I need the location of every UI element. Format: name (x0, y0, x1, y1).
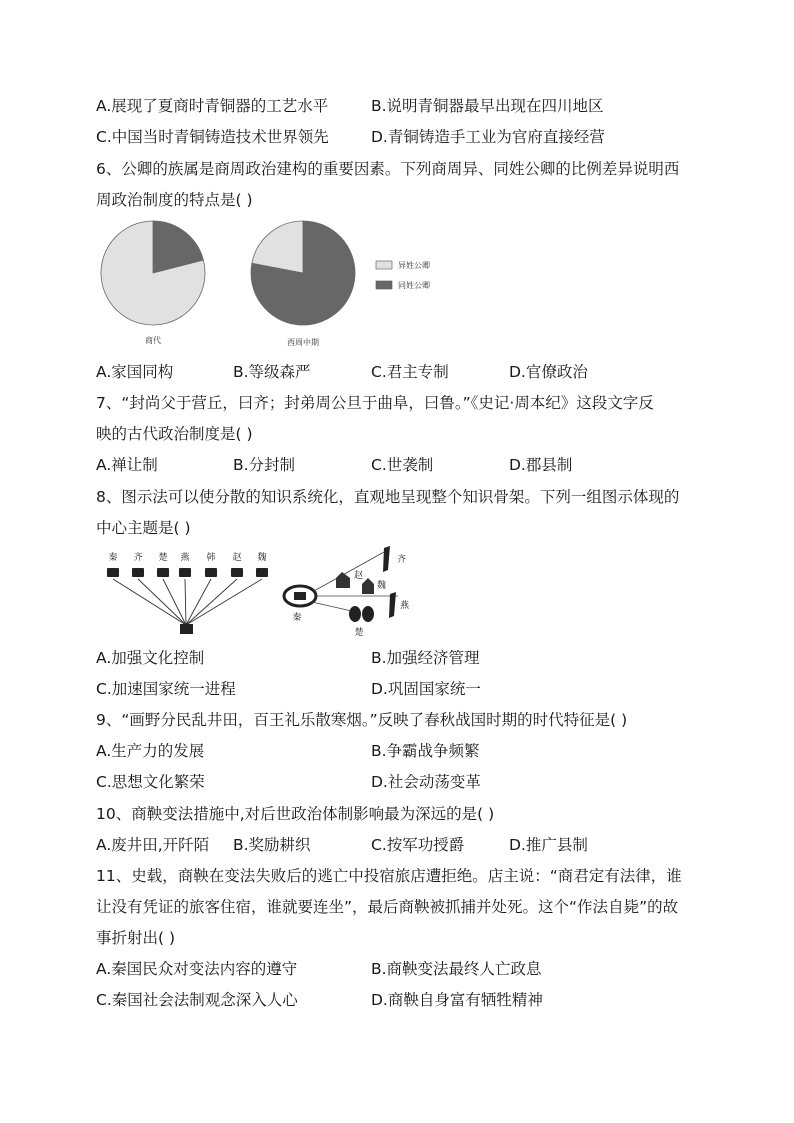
q6-pie-figure (96, 218, 456, 350)
state-name-wei: 魏 (257, 553, 267, 563)
q6-stem-line2: 周政治制度的特点是( ) (96, 191, 253, 209)
q10-option-d: D.推广县制 (509, 836, 588, 854)
q11-option-d: D.商鞅自身富有牺牲精神 (371, 991, 543, 1009)
q6-option-b: B.等级森严 (233, 363, 311, 381)
q8-stem-line2: 中心主题是( ) (96, 519, 191, 537)
q11-option-b: B.商鞅变法最终人亡政息 (371, 960, 542, 978)
q7-option-c: C.世袭制 (371, 456, 434, 474)
q11-stem-line1: 11、史载，商鞅在变法失败后的逃亡中投宿旅店遭拒绝。店主说：“商君定有法律，谁 (96, 867, 682, 885)
q8-diagram (100, 544, 420, 640)
q10-option-c: C.按军功授爵 (371, 836, 465, 854)
q11-option-a: A.秦国民众对变法内容的遵守 (96, 960, 298, 978)
pie-chart-shang (101, 221, 205, 325)
q7-option-d: D.郡县制 (509, 456, 573, 474)
seal-glyph-icon (157, 568, 169, 577)
seal-glyph-icon (132, 568, 144, 577)
state-name-chu: 楚 (158, 553, 168, 563)
q8-stem-line1: 8、图示法可以使分散的知识系统化，直观地呈现整个知识骨架。下列一组图示体现的 (96, 488, 680, 506)
q9-option-d: D.社会动荡变革 (371, 773, 481, 791)
state-name-zhao: 赵 (232, 553, 242, 563)
q11-stem-line3: 事折射出( ) (96, 929, 176, 947)
q8-option-d: D.巩固国家统一 (371, 680, 481, 698)
chu-ant-nose-coin-icon (349, 606, 361, 622)
q5-option-a: A.展现了夏商时青铜器的工艺水平 (96, 97, 329, 115)
pie-title-shang: 商代 (145, 336, 161, 345)
pie-chart-western-zhou (251, 221, 355, 325)
q8-option-c: C.加速国家统一进程 (96, 680, 236, 698)
unified-seal-glyph-icon (180, 624, 193, 634)
state-name-qin: 秦 (108, 553, 118, 563)
qi-knife-coin-icon (383, 546, 390, 572)
q7-stem-line1: 7、“封尚父于营丘，曰齐；封弟周公旦于曲阜，曰鲁。”《史记·周本纪》这段文字反 (96, 394, 654, 412)
legend-label-other-surname: 异姓公卿 (398, 261, 430, 270)
q8-left-diagram (107, 551, 268, 634)
q6-option-a: A.家国同构 (96, 363, 174, 381)
q5-option-d: D.青铜铸造手工业为官府直接经营 (371, 128, 605, 146)
seal-script-icons (107, 568, 268, 577)
q11-option-c: C.秦国社会法制观念深入人心 (96, 991, 298, 1009)
wei-spade-coin-icon (362, 578, 374, 594)
seal-glyph-icon (231, 568, 243, 577)
q6-option-c: C.君主专制 (371, 363, 449, 381)
q10-option-a: A.废井田,开阡陌 (96, 836, 210, 854)
yan-knife-coin-icon (389, 592, 396, 618)
q7-option-a: A.禅让制 (96, 456, 158, 474)
seal-glyph-icon (256, 568, 268, 577)
chu-ant-nose-coin-icon (362, 606, 374, 622)
label-wei: 魏 (377, 581, 387, 591)
q5-option-b: B.说明青铜器最早出现在四川地区 (371, 97, 604, 115)
q8-option-a: A.加强文化控制 (96, 649, 205, 667)
q6-option-d: D.官僚政治 (509, 363, 588, 381)
q7-stem-line2: 映的古代政治制度是( ) (96, 425, 253, 443)
legend-swatch-same-surname (376, 281, 392, 289)
pie-title-western-zhou: 西周中期 (287, 338, 319, 347)
q10-stem-line1: 10、商鞅变法措施中,对后世政治体制影响最为深远的是( ) (96, 805, 495, 823)
label-chu: 楚 (354, 628, 364, 638)
q9-option-c: C.思想文化繁荣 (96, 773, 205, 791)
q8-right-diagram (284, 546, 410, 638)
qin-coin-hole-icon (294, 592, 306, 600)
state-name-yan: 燕 (180, 553, 190, 563)
seal-glyph-icon (205, 568, 217, 577)
q9-option-b: B.争霸战争频繁 (371, 742, 480, 760)
q7-option-b: B.分封制 (233, 456, 296, 474)
q8-option-b: B.加强经济管理 (371, 649, 480, 667)
converging-lines (113, 579, 262, 625)
legend-label-same-surname: 同姓公卿 (398, 281, 430, 290)
q9-option-a: A.生产力的发展 (96, 742, 205, 760)
zhao-spade-coin-icon (336, 572, 350, 588)
label-qi: 齐 (397, 555, 407, 565)
label-qin: 秦 (292, 613, 302, 623)
seal-glyph-icon (107, 568, 119, 577)
legend-swatch-other-surname (376, 261, 392, 269)
q5-option-c: C.中国当时青铜铸造技术世界领先 (96, 128, 329, 146)
seal-glyph-icon (179, 568, 191, 577)
state-name-han: 韩 (206, 553, 216, 563)
label-zhao: 赵 (354, 571, 364, 581)
state-name-qi: 齐 (133, 553, 143, 563)
q6-stem-line1: 6、公卿的族属是商周政治建构的重要因素。下列商周异、同姓公卿的比例差异说明西 (96, 160, 680, 178)
label-yan: 燕 (400, 601, 410, 611)
q11-stem-line2: 让没有凭证的旅客住宿，谁就要连坐”，最后商鞅被抓捕并处死。这个“作法自毙”的故 (96, 898, 679, 916)
q10-option-b: B.奖励耕织 (233, 836, 311, 854)
q9-stem-line1: 9、“画野分民乱井田，百王礼乐散寒烟。”反映了春秋战国时期的时代特征是( ) (96, 711, 628, 729)
